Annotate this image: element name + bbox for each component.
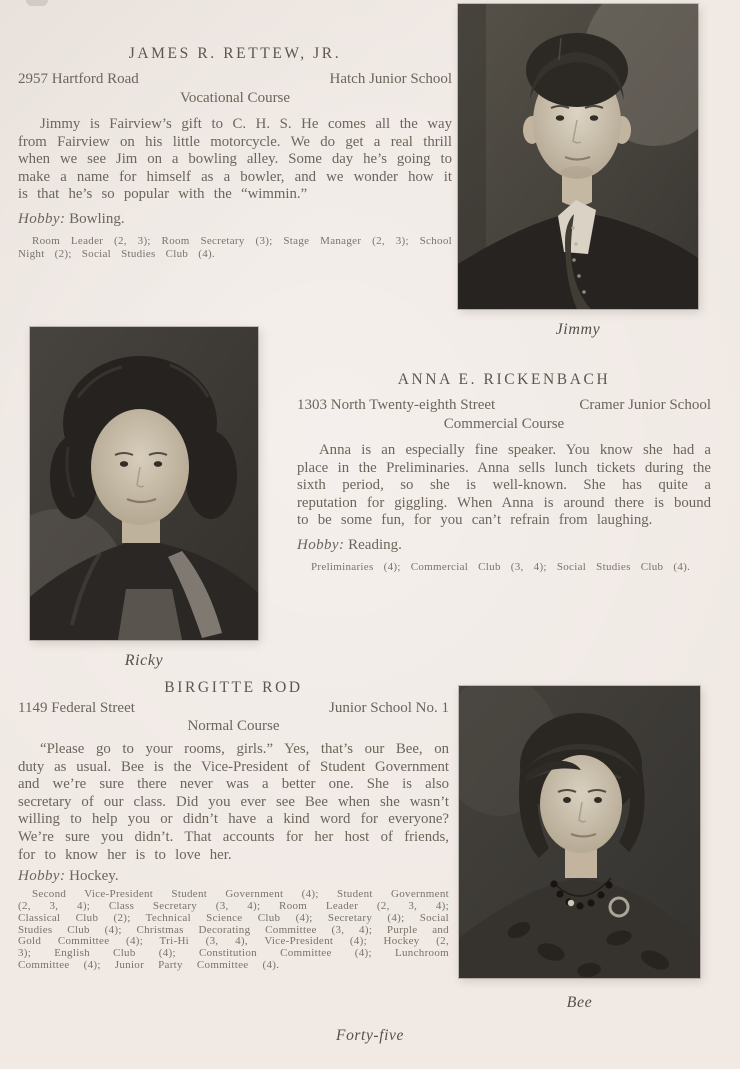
student-address: 2957 Hartford Road <box>18 71 139 87</box>
student-hobby <box>297 537 711 554</box>
entry-birgitte-rod <box>18 679 449 972</box>
student-course: Commercial Course <box>443 416 565 432</box>
student-bio: Anna is an especially fine speaker. You know she had a place in the Preliminaries. Anna sells lunch tickets during the sixth period, so she is well-known. She has quite a reputation for giggling. When Anna is around there is bound to be some fun, for you can’t refrain from laughing. <box>297 442 711 529</box>
student-address: 1149 Federal Street <box>18 700 135 716</box>
portrait-jimmy-illustration <box>458 4 698 309</box>
photo-bee <box>459 686 700 1012</box>
address-school-row <box>18 700 449 717</box>
address-school-row <box>297 397 711 414</box>
student-address: 1303 North Twenty-eighth Street <box>297 397 496 413</box>
hobby-label: Hobby: <box>18 210 66 227</box>
portrait-ricky-photo <box>30 327 258 640</box>
student-school: Junior School No. 1 <box>329 700 449 716</box>
entry-james-rettew <box>18 45 452 261</box>
address-school-row <box>18 71 452 88</box>
hobby-label: Hobby: <box>18 868 66 885</box>
student-name: BIRGITTE ROD <box>164 679 303 696</box>
entry-anna-rickenbach <box>297 371 711 574</box>
photo-caption: Ricky <box>124 652 164 669</box>
hobby-value: Reading. <box>348 536 402 553</box>
portrait-bee-photo <box>459 686 700 978</box>
student-school: Hatch Junior School <box>329 71 452 87</box>
photo-caption: Bee <box>566 994 593 1011</box>
student-bio: Jimmy is Fairview’s gift to C. H. S. He comes all the way from Fairview on his little motorcycle. We do get a real thrill when we see Jim on a bowling alley. Some day he’s going to make a name for himself as a bowler, and we wonder how it is that he’s so popular with the “wimmin.” <box>18 116 452 203</box>
student-course: Vocational Course <box>179 90 291 106</box>
student-hobby <box>18 868 449 885</box>
student-school: Cramer Junior School <box>579 397 711 413</box>
hobby-value: Bowling. <box>69 210 125 227</box>
portrait-ricky-illustration <box>30 327 258 640</box>
portrait-bee-illustration <box>459 686 700 978</box>
student-course: Normal Course <box>187 718 280 734</box>
student-activities: Second Vice-President Student Government (4); Student Government (2, 3, 4); Class Secretary (3, 4); Room Leader (2, 3, 4); Classical Club (2); Technical Science Club (4); Secretary (4); Social Studies Club (4); Christmas Decorating Committee (3, 4); Purple and Gold Committee (4); Tri-Hi (3, 4), Vice-President (4); Hockey (2, 3); English Club (4); Constitution Committee (4); Lunchroom Committee (4); Junior Party Committee (4). <box>18 888 449 971</box>
photo-jimmy <box>458 4 698 339</box>
hobby-label: Hobby: <box>297 536 345 553</box>
student-activities: Preliminaries (4); Commercial Club (3, 4); Social Studies Club (4). <box>311 560 691 573</box>
student-name: ANNA E. RICKENBACH <box>397 371 611 388</box>
student-hobby <box>18 211 452 228</box>
page-number: Forty-five <box>336 1027 404 1044</box>
student-name: JAMES R. RETTEW, JR. <box>128 45 342 62</box>
photo-ricky <box>30 327 258 670</box>
scan-artifact <box>26 0 48 6</box>
photo-caption: Jimmy <box>555 321 601 338</box>
hobby-value: Hockey. <box>69 868 119 885</box>
portrait-jimmy-photo <box>458 4 698 309</box>
student-bio: “Please go to your rooms, girls.” Yes, that’s our Bee, on duty as usual. Bee is the Vice-President of Student Government and we’re sure there never was a better one. She is also secretary of our class. Did you ever see Bee when she wasn’t willing to help you or didn’t have a kind word for everyone? We’re sure you didn’t. That accounts for her host of friends, for to know her is to love her. <box>18 741 449 863</box>
student-activities: Room Leader (2, 3); Room Secretary (3); Stage Manager (2, 3); School Night (2); Social Studies Club (4). <box>18 234 452 260</box>
